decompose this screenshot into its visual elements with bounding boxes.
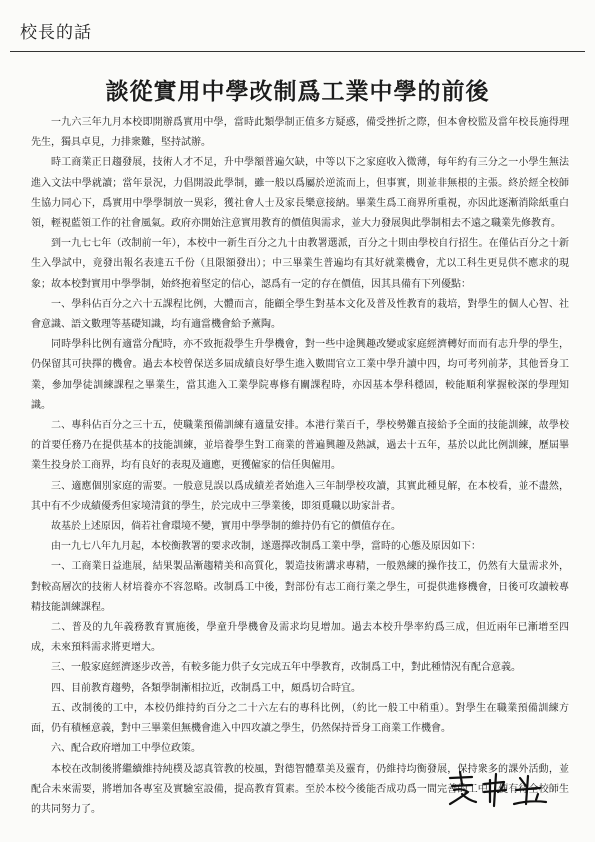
- paragraph: 一九六三年九月本校即開辦爲實用中學，當時此類學制正值多方疑惑，備受挫折之際，但本會校監及當年校長施得理先生，獨具卓見，力排衆難，堅持試辦。: [31, 117, 569, 149]
- paragraph: 三、一般家庭經濟逐步改善，有較多能力供子女完成五年中學教育，改制爲工中，對此種情況有配合意義。: [51, 662, 521, 674]
- handwritten-signature: [442, 768, 562, 810]
- section-label: 校長的話: [20, 23, 92, 43]
- paragraph: 同時學科比例有適當分配時，亦不致扼殺學生升學機會，對一些中途興趣改變或家庭經濟轉好而而有志升學的學生，仍保留其可抉擇的機會。過去本校曾保送多屆成績良好學生進入數間官立工業中學升讀中四，均可考列前茅，其他晉身工業，參加學徒訓練課程之畢業生，當其進入工業學院專修有關課程時，亦因基本學科穩固，較能順利掌握較深的學理知識。: [31, 339, 569, 411]
- header-divider: [10, 51, 585, 52]
- paragraph: 一、工商業日益進展，結果製品漸趨精美和高質化，製造技術講求專精，一般熟練的操作技工，仍然有大量需求外，對較高層次的技術人材培養亦不容忽略。改制爲工中後，對部份有志工商行業之學生，可提供進修機會，日後可攻讀較專精技能訓練課程。: [31, 561, 569, 613]
- paragraph: 故基於上述原因，倘若社會環境不變，實用中學學制的維持仍有它的價值存在。: [51, 521, 401, 533]
- paragraph: 到一九七七年（改制前一年），本校中一新生百分之九十由教署選派，百分之十則由學校自行招生。在僅佔百分之十新生入學試中，竟發出報名表達五千份（且限額發出）；中三畢業生普遍均有其好就業機會，尤以工科生更見供不應求的現象；故本校對實用中學學制，始終抱着堅定的信心，認爲有一定的存在價值，因其具備有下列優點：: [31, 238, 569, 290]
- paragraph: 六、配合政府增加工中學位政策。: [51, 743, 201, 755]
- article-body: [31, 113, 569, 820]
- paragraph: 三、適應個別家庭的需要。一般意見誤以爲成績差者始進入三年制學校攻讀，其實此種見解，在本校看，並不盡然，其中有不少成績優秀但家境清貧的學生，於完成中三學業後，即須覓職以助家計者。: [31, 480, 569, 512]
- paragraph: 四、目前教育趨勢，各類學制漸相拉近，改制爲工中，頗爲切合時宜。: [51, 682, 361, 694]
- paragraph: 本校在改制後將繼續維持純樸及認真管教的校風，對德智體羣美及靈育，仍維持均衡發展，保持衆多的課外活動，並配合未來需要，將增加各專室及實驗室設備，提高教育質素。至於本校今後能否成功爲一間完善的工中，便有待全校師生的共同努力了。: [31, 763, 569, 815]
- article-title: 談從實用中學改制爲工業中學的前後: [105, 79, 490, 105]
- paragraph: 五、改制後的工中，本校仍維持約百分之二十六左右的專科比例，（約比一般工中稍重）。對學生在職業預備訓練方面，仍有積極意義，對中三畢業但無機會進入中四攻讀之學生，仍然保持晉身工商業工作機會。: [31, 702, 569, 735]
- paragraph: 一、學科佔百分之六十五課程比例，大體而言，能顧全學生對基本文化及普及性教育的栽培，對學生的個人心智、社會意識、語文數理等基礎知識，均有適當機會給予薰陶。: [31, 298, 569, 331]
- paragraph: 由一九七八年九月起，本校衡教署的要求改制，遂選擇改制爲工業中學，當時的心態及原因如下：: [51, 541, 481, 553]
- paragraph: 二、專科佔百分之三十五，使職業預備訓練有適量安排。本港行業百千，學校勢難直接給予全面的技能訓練，故學校的首要任務乃在提供基本的技能訓練，並培養學生對工商業的普遍興趣及熱誠，過去十五年，基於以此比例訓練，歷屆畢業生投身於工商界，均有良好的表現及適應，更獲僱家的信任與僱用。: [31, 420, 569, 472]
- paragraph: 二、普及的九年義務教育實施後，學童升學機會及需求均見增加。過去本校升學率約爲三成，但近兩年已漸增至四成，未來預料需求將更增大。: [31, 622, 569, 654]
- paragraph: 時工商業正日趨發展，技術人才不足，升中學額普遍欠缺，中等以下之家庭收入微薄，每年約有三分之一小學生無法進入文法中學就讀；當年景況，力倡開設此學制，雖一般以爲屬於逆流而上，但事實，則並非無根的主張。終於經全校師生協力同心下，爲實用中學學制放一異彩，獲社會人士及家長樂意接納。畢業生爲工商界所重視，亦因此逐漸消除紙重白領，輕視藍領工作的社會風氣。政府亦開始注意實用教育的價值與需求，並大力發展與此學制相去不遠之職業先修教育。: [31, 157, 569, 230]
